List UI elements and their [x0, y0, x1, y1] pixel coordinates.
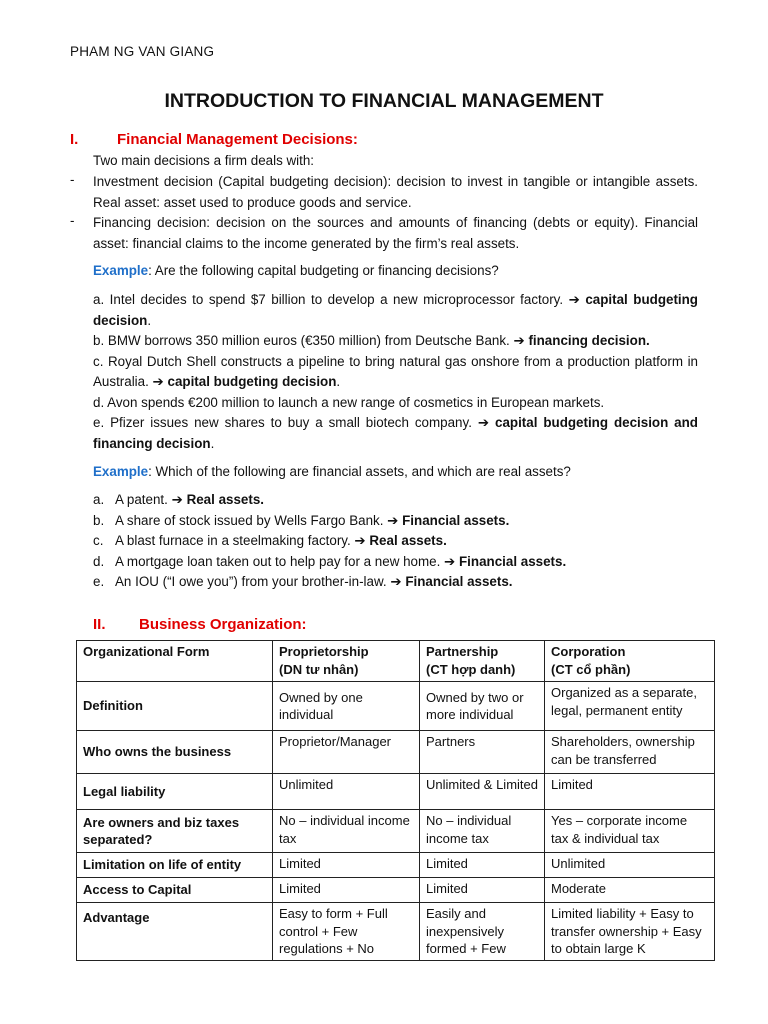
- table-cell: Yes – corporate income tax & individual tax: [545, 810, 715, 853]
- list-item-text: e. Pfizer issues new shares to buy a small biotech company.: [93, 415, 478, 430]
- list-item-answer: capital budgeting decision: [93, 292, 698, 328]
- section-2-number: II.: [93, 616, 106, 633]
- table-header-cell: Partnership (CT hợp danh): [420, 641, 545, 682]
- list-item: [93, 413, 698, 454]
- table-cell: Moderate: [545, 878, 715, 903]
- list-item-answer: financing decision.: [528, 333, 650, 348]
- example-2-question: [93, 462, 698, 483]
- table-row-header: Legal liability: [77, 774, 273, 810]
- table-row: [77, 774, 715, 810]
- list-item: [93, 290, 698, 331]
- arrow-right-icon: ➔: [568, 292, 580, 307]
- table-header-cell: Organizational Form: [77, 641, 273, 682]
- bullet-dash: -: [70, 213, 75, 228]
- example-2-list: [93, 490, 698, 593]
- list-item-text: c. Royal Dutch Shell constructs a pipeline to bring natural gas onshore from a production platform in Australia.: [93, 353, 698, 389]
- table-row-header: Limitation on life of entity: [77, 853, 273, 878]
- table-row-header: Who owns the business: [77, 731, 273, 774]
- list-item-text: A patent.: [115, 492, 172, 507]
- example-label: Example: [93, 464, 149, 479]
- list-item-text: b. BMW borrows 350 million euros (€350 million) from Deutsche Bank.: [93, 333, 514, 348]
- arrow-right-icon: ➔: [354, 533, 366, 548]
- table-row-header: Definition: [77, 682, 273, 731]
- list-item: [93, 352, 698, 393]
- table-row: [77, 878, 715, 903]
- table-cell: Limited liability + Easy to transfer ownership + Easy to obtain large K: [545, 903, 715, 961]
- arrow-right-icon: ➔: [152, 374, 164, 389]
- bullet-investment: Investment decision (Capital budgeting decision): decision to invest in tangible or intangible assets. Real asset: asset used to produce goods and service.: [93, 174, 698, 210]
- list-item-answer: Real assets.: [369, 533, 447, 548]
- list-item-answer: capital budgeting decision: [167, 374, 337, 389]
- table-cell: No – individual income tax: [273, 810, 420, 853]
- list-item-answer: Financial assets.: [405, 574, 513, 589]
- intro-text: Two main decisions a firm deals with:: [93, 153, 315, 168]
- table-cell: Proprietor/Manager: [273, 731, 420, 774]
- list-item: [93, 331, 698, 352]
- table-cell: Shareholders, ownership can be transferred: [545, 731, 715, 774]
- table-cell: Limited: [545, 774, 715, 810]
- example-label: Example: [93, 263, 149, 278]
- list-item-text: d. Avon spends €200 million to launch a new range of cosmetics in European markets.: [93, 394, 605, 410]
- list-item: [93, 552, 698, 573]
- table-cell: Unlimited: [273, 774, 420, 810]
- list-item-answer: Financial assets.: [402, 512, 510, 528]
- bullet-financing: Financing decision: decision on the sources and amounts of financing (debts or equity). Financial asset: financial claims to the income generated by the firm’s real assets.: [93, 215, 698, 251]
- arrow-right-icon: ➔: [477, 415, 490, 430]
- table-header-cell: Proprietorship (DN tư nhân): [273, 641, 420, 682]
- list-item-label: b.: [93, 512, 105, 528]
- table-cell: No – individual income tax: [420, 810, 545, 853]
- list-item: [93, 511, 698, 532]
- list-item-label: e.: [93, 574, 105, 589]
- table-row-header: Are owners and biz taxes separated?: [77, 810, 273, 853]
- list-item-answer: Financial assets.: [459, 553, 567, 569]
- table-cell: Easy to form + Full control + Few regulations + No: [273, 903, 420, 961]
- table-cell: Owned by two or more individual: [420, 682, 545, 731]
- list-item-tail: .: [210, 435, 215, 451]
- list-item-label: d.: [93, 553, 105, 569]
- example-1-question: [93, 261, 698, 282]
- table-header-cell: Corporation (CT cổ phần): [545, 641, 715, 682]
- table-row: [77, 731, 715, 774]
- table-row-header: Access to Capital: [77, 878, 273, 903]
- page-title: INTRODUCTION TO FINANCIAL MANAGEMENT: [164, 90, 604, 112]
- business-organization-table: [76, 640, 715, 961]
- arrow-right-icon: ➔: [171, 492, 183, 507]
- list-item: [93, 393, 698, 414]
- table-row: [77, 853, 715, 878]
- list-item-label: a.: [93, 492, 105, 507]
- example-1-list: [93, 290, 698, 454]
- table-header-row: [77, 641, 715, 682]
- list-item: [93, 531, 698, 552]
- list-item: [93, 490, 698, 511]
- list-item-label: c.: [93, 533, 104, 548]
- list-item-text: A blast furnace in a steelmaking factory.: [115, 533, 355, 548]
- table-cell: Organized as a separate, legal, permanent entity: [545, 682, 715, 731]
- table-cell: Easily and inexpensively formed + Few: [420, 903, 545, 961]
- section-1-number: I.: [70, 131, 79, 148]
- table-cell: Limited: [420, 853, 545, 878]
- list-item-text: An IOU (“I owe you”) from your brother-in-law.: [115, 574, 391, 589]
- list-item-text: A share of stock issued by Wells Fargo Bank.: [115, 512, 388, 528]
- list-item-answer: capital budgeting decision and financing decision: [93, 415, 698, 451]
- table-row: [77, 682, 715, 731]
- list-item-tail: .: [336, 374, 341, 389]
- arrow-right-icon: ➔: [444, 553, 456, 569]
- author-name: PHAM NG VAN GIANG: [70, 44, 215, 59]
- table-row: [77, 810, 715, 853]
- table-cell: Limited: [273, 853, 420, 878]
- example-2-text: : Which of the following are financial assets, and which are real assets?: [148, 464, 571, 479]
- bullet-dash: -: [70, 172, 75, 187]
- list-item-tail: .: [147, 312, 152, 328]
- list-item: [93, 572, 698, 593]
- table-row-header: Advantage: [77, 903, 273, 961]
- table-cell: Limited: [420, 878, 545, 903]
- list-item-text: a. Intel decides to spend $7 billion to develop a new microprocessor factory.: [93, 292, 569, 307]
- table-cell: Unlimited & Limited: [420, 774, 545, 810]
- example-1-text: : Are the following capital budgeting or financing decisions?: [148, 263, 499, 278]
- table-cell: Unlimited: [545, 853, 715, 878]
- table-cell: Limited: [273, 878, 420, 903]
- table-cell: Owned by one individual: [273, 682, 420, 731]
- section-2-title: Business Organization:: [139, 616, 307, 633]
- section-1-title: Financial Management Decisions:: [117, 131, 358, 148]
- list-item-answer: Real assets.: [186, 492, 264, 507]
- list-item-text: A mortgage loan taken out to help pay for a new home.: [115, 553, 445, 569]
- table-cell: Partners: [420, 731, 545, 774]
- arrow-right-icon: ➔: [513, 333, 525, 348]
- arrow-right-icon: ➔: [387, 512, 399, 528]
- table-row: [77, 903, 715, 961]
- arrow-right-icon: ➔: [390, 574, 402, 589]
